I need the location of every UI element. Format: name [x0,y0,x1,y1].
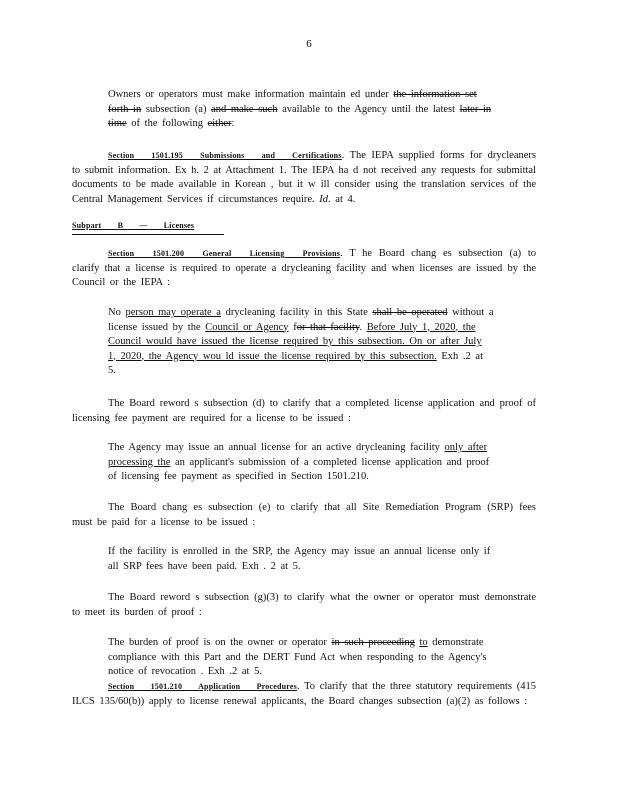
text-run: The Agency may issue an annual license for an active drycleaning facility [108,442,445,453]
text-run: demonstrate compliance with this Part and the DERT Fund Act when responding to the Agency's notice of revocation . Exh .2 at 5. [108,637,487,677]
quote-subsection-g3 [108,636,494,680]
inserted-text: to [419,637,428,648]
text-run: The Board reword s subsection (d) to clarify that a completed license application and proof of licensing fee payment are required for a license to be issued : [72,398,536,424]
paragraph-section-1501-210 [72,680,536,709]
quote-subsection-d [108,441,494,485]
quote-general-licensing [108,306,494,379]
paragraph-record-retention [108,88,494,132]
struck-text: shall be operated [372,307,448,318]
struck-text: in such proceeding [331,637,415,648]
paragraph-subsection-d [72,397,536,426]
subpart-b-label [72,218,224,235]
struck-text: either [207,118,232,129]
text-run: Id [319,193,329,205]
struck-text: or that facility [296,321,360,333]
inserted-text: person may operate a [125,307,221,318]
text-run: The Board chang es subsection (e) to clarify that all Site Remediation Program (SRP) fees must be paid for a license to be issued : [72,502,536,528]
text-run: If the facility is enrolled in the SRP, the Agency may issue an annual license only if all SRP fees have been paid. Exh . 2 at 5. [108,546,491,572]
inserted-text: Before July 1, 2020, the Council would have issued the license required by this subsection. On or after July 1, 2020, the Agency wou ld issue the license required by this subsection. [108,321,482,362]
paragraph-section-1501-195 [72,149,536,207]
text-run: : [231,118,235,129]
inserted-text: only after processing the [108,442,488,468]
inserted-text: Council or Agency [205,321,289,333]
struck-text: later in time [108,103,492,129]
struck-text: and make such [211,103,278,115]
paragraph-subsection-g3 [72,591,536,620]
text-run: No [108,307,126,318]
text-run: . T he Board chang es subsection (a) to clarify that a license is required to operate a drycleaning facility and when licenses are issued by the Council or the IEPA : [72,248,536,288]
subpart-b-heading [72,218,224,235]
section-heading: Subpart B — Licenses [72,221,195,230]
section-heading: Section 1501.210 Application Procedures [108,682,297,691]
text-run: an applicant's submission of a completed license application and proof of licensing fee payment as specified in Section 1501.210. [108,456,490,482]
text-run: available to the Agency until the latest [277,103,460,115]
text-run: subsection (a) [141,103,212,115]
section-heading: Section 1501.195 Submissions and Certifications [108,151,342,160]
text-run: The Board reword s subsection (g)(3) to clarify what the owner or operator must demonstrate to meet its burden of proof : [72,592,536,618]
text-run: . at 4. [328,193,356,205]
text-run: drycleaning facility in this State [220,307,373,318]
text-run: . To clarify that the three statutory requirements (415 ILCS 135/60(b)) apply to license renewal applicants, the Board changes subsection (a)(2) as follows : [72,681,536,707]
struck-text: the information set forth in [108,89,477,115]
text-run: without a license issued by the [108,307,494,333]
text-run: of the following [126,118,208,129]
page-number: 6 [306,38,312,50]
paragraph-subsection-e [72,501,536,530]
text-run: Exh .2 at 5. [108,350,483,376]
text-run: . [359,321,367,333]
text-run: Owners or operators must make information maintain ed under [108,89,394,100]
text-run: . The IEPA supplied forms for drycleaners to submit information. Ex h. 2 at Attachment 1. The IEPA ha d not received any requests for submittal documents to be made available in Korean , but it w ill consider using the translation services of the Central Management Services if circumstances require. [72,150,536,205]
text-run: The burden of proof is on the owner or operator [108,637,332,648]
quote-subsection-e [108,545,494,574]
section-heading: Section 1501.200 General Licensing Provisions [108,249,341,258]
text-run: f [288,321,297,333]
paragraph-section-1501-200 [72,247,536,291]
